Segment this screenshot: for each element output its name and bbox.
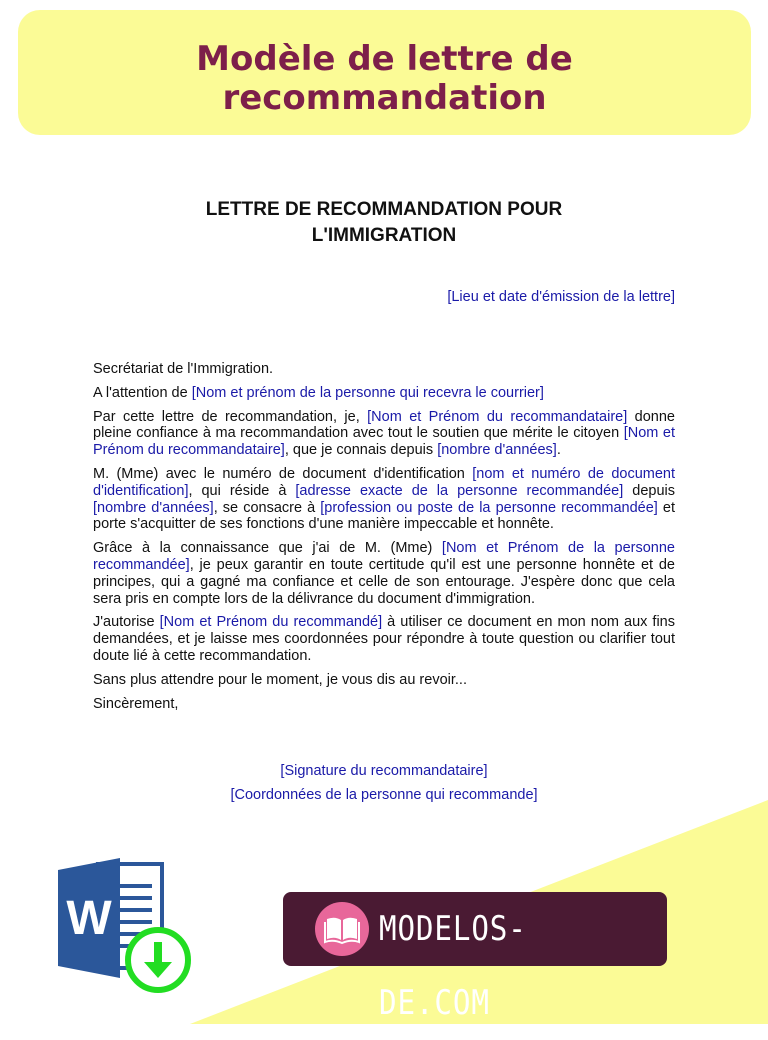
p4-placeholder-1: [Nom et Prénom du recommandé] xyxy=(159,614,383,631)
p2-text-1: M. (Mme) avec le numéro de document d'identification xyxy=(93,465,473,482)
p1-placeholder-2: [Nom et Prénom du recommandataire] xyxy=(93,425,675,459)
attention-prefix: A l'attention de xyxy=(93,384,192,401)
p4-text-2: à utiliser ce document en mon nom aux fins demandées, et je laisse mes coordonnées pour répondre à toute question ou clarifier tout doute lié à cette recommandation. xyxy=(93,614,676,664)
contact-placeholder: [Coordonnées de la personne qui recommande] xyxy=(230,787,538,803)
p3-text-1: Grâce à la connaissance que j'ai de M. (Mme) xyxy=(93,540,442,557)
letter-body xyxy=(93,361,675,719)
title-banner xyxy=(18,10,751,135)
p1-placeholder-3: [nombre d'années] xyxy=(437,442,557,459)
word-document-download-icon[interactable] xyxy=(58,858,198,998)
letter-title-line-1: LETTRE DE RECOMMANDATION POUR xyxy=(205,199,563,220)
paragraph-4 xyxy=(93,614,675,664)
p2-text-2: , qui réside à xyxy=(188,482,296,499)
modelos-de-logo[interactable] xyxy=(283,892,667,1023)
p4-text-1: J'autorise xyxy=(93,614,160,631)
p2-text-5: et porte s'acquitter de ses fonctions d'une manière impeccable et honnête. xyxy=(93,499,675,533)
p2-text-4: , se consacre à xyxy=(213,499,321,516)
paragraph-1 xyxy=(93,409,675,459)
p1-text-2: donne pleine confiance à ma recommandation avec tout le soutien que mérite le citoyen xyxy=(93,408,675,442)
p1-text-4: . xyxy=(556,442,561,459)
paragraph-3 xyxy=(93,540,675,607)
p2-placeholder-2: [adresse exacte de la personne recommandée] xyxy=(295,482,624,499)
paragraph-5: Sans plus attendre pour le moment, je vous dis au revoir... xyxy=(93,671,467,688)
p2-text-3: depuis xyxy=(623,482,675,499)
p1-text-3: , que je connais depuis xyxy=(284,442,438,459)
p2-placeholder-3: [nombre d'années] xyxy=(93,499,214,516)
p2-placeholder-1: [nom et numéro de document d'identification] xyxy=(93,465,675,499)
letter-title xyxy=(93,197,675,249)
open-book-icon xyxy=(315,902,369,956)
letter-title-line-2: L'IMMIGRATION xyxy=(311,225,457,246)
p1-placeholder-1: [Nom et Prénom du recommandataire] xyxy=(367,408,628,425)
p2-placeholder-4: [profession ou poste de la personne recommandée] xyxy=(320,499,658,516)
p1-text-1: Par cette lettre de recommandation, je, xyxy=(93,408,368,425)
paragraph-2 xyxy=(93,466,675,533)
word-letter: W xyxy=(66,892,112,945)
p3-text-2: , je peux garantir en toute certitude qu'il est une personne honnête et de principes, qui a gagné ma confiance et celle de son entourage. J'espère donc que cela sera pris en compte lors de la délivrance du document d'immigration. xyxy=(93,556,675,607)
p3-placeholder-1: [Nom et Prénom de la personne recommandée] xyxy=(93,540,675,573)
brand-text: MODELOS-DE.COM xyxy=(379,909,527,1023)
banner-title-line-1: Modèle de lettre de xyxy=(196,39,573,79)
banner-title xyxy=(18,40,751,118)
attention-line xyxy=(93,385,675,402)
attention-placeholder: [Nom et prénom de la personne qui recevra le courrier] xyxy=(191,384,544,401)
date-placeholder: [Lieu et date d'émission de la lettre] xyxy=(447,289,675,305)
addressee: Secrétariat de l'Immigration. xyxy=(93,361,274,377)
signature-placeholder: [Signature du recommandataire] xyxy=(280,763,488,779)
banner-title-line-2: recommandation xyxy=(222,78,547,118)
closing: Sincèrement, xyxy=(93,695,179,712)
